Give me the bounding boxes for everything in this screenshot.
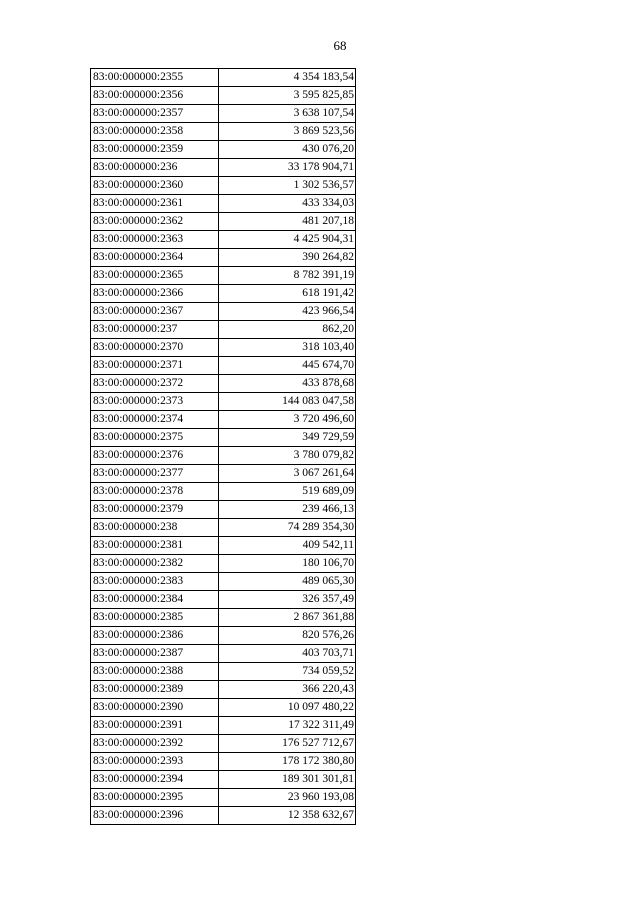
table-row [91, 87, 356, 105]
cadastral-number-cell: 83:00:000000:2387 [91, 645, 219, 663]
cadastral-value-cell: 433 878,68 [219, 375, 356, 393]
table-row [91, 663, 356, 681]
cadastral-number-cell: 83:00:000000:2358 [91, 123, 219, 141]
table-row [91, 699, 356, 717]
cadastral-number-cell: 83:00:000000:2394 [91, 771, 219, 789]
cadastral-number-cell: 83:00:000000:2371 [91, 357, 219, 375]
cadastral-value-cell: 326 357,49 [219, 591, 356, 609]
cadastral-value-cell: 519 689,09 [219, 483, 356, 501]
table-row [91, 753, 356, 771]
cadastral-number-cell: 83:00:000000:2360 [91, 177, 219, 195]
cadastral-number-cell: 83:00:000000:2390 [91, 699, 219, 717]
cadastral-value-cell: 3 067 261,64 [219, 465, 356, 483]
cadastral-number-cell: 83:00:000000:237 [91, 321, 219, 339]
page-number: 68 [333, 38, 347, 53]
table-row [91, 105, 356, 123]
cadastral-number-cell: 83:00:000000:236 [91, 159, 219, 177]
cadastral-value-cell: 366 220,43 [219, 681, 356, 699]
cadastral-number-cell: 83:00:000000:2362 [91, 213, 219, 231]
cadastral-number-cell: 83:00:000000:2389 [91, 681, 219, 699]
cadastral-value-cell: 180 106,70 [219, 555, 356, 573]
table-row [91, 519, 356, 537]
table-row [91, 735, 356, 753]
cadastral-value-cell: 318 103,40 [219, 339, 356, 357]
table-row [91, 141, 356, 159]
cadastral-value-cell: 33 178 904,71 [219, 159, 356, 177]
cadastral-value-cell: 862,20 [219, 321, 356, 339]
cadastral-value-cell: 3 780 079,82 [219, 447, 356, 465]
cadastral-number-cell: 83:00:000000:2373 [91, 393, 219, 411]
table-row [91, 537, 356, 555]
table-row [91, 717, 356, 735]
table-row [91, 411, 356, 429]
cadastral-value-cell: 1 302 536,57 [219, 177, 356, 195]
table-row [91, 681, 356, 699]
table-row [91, 303, 356, 321]
cadastral-value-cell: 10 097 480,22 [219, 699, 356, 717]
table-row [91, 447, 356, 465]
table-row [91, 249, 356, 267]
cadastral-value-cell: 489 065,30 [219, 573, 356, 591]
cadastral-value-cell: 820 576,26 [219, 627, 356, 645]
table-row [91, 231, 356, 249]
cadastral-number-cell: 83:00:000000:2359 [91, 141, 219, 159]
cadastral-number-cell: 83:00:000000:2356 [91, 87, 219, 105]
cadastral-value-cell: 445 674,70 [219, 357, 356, 375]
cadastral-number-cell: 83:00:000000:2377 [91, 465, 219, 483]
cadastral-value-cell: 430 076,20 [219, 141, 356, 159]
cadastral-value-table [90, 68, 356, 825]
cadastral-value-cell: 12 358 632,67 [219, 807, 356, 825]
cadastral-number-cell: 83:00:000000:2367 [91, 303, 219, 321]
table-row [91, 267, 356, 285]
cadastral-number-cell: 83:00:000000:2383 [91, 573, 219, 591]
cadastral-value-cell: 3 720 496,60 [219, 411, 356, 429]
table-row [91, 501, 356, 519]
cadastral-number-cell: 83:00:000000:2378 [91, 483, 219, 501]
cadastral-number-cell: 83:00:000000:2365 [91, 267, 219, 285]
cadastral-number-cell: 83:00:000000:2379 [91, 501, 219, 519]
cadastral-number-cell: 83:00:000000:2384 [91, 591, 219, 609]
table-row [91, 789, 356, 807]
cadastral-number-cell: 83:00:000000:2370 [91, 339, 219, 357]
cadastral-number-cell: 83:00:000000:2385 [91, 609, 219, 627]
cadastral-value-cell: 3 638 107,54 [219, 105, 356, 123]
table-row [91, 195, 356, 213]
cadastral-number-cell: 83:00:000000:2366 [91, 285, 219, 303]
table-row [91, 627, 356, 645]
cadastral-value-cell: 8 782 391,19 [219, 267, 356, 285]
cadastral-value-cell: 176 527 712,67 [219, 735, 356, 753]
cadastral-number-cell: 83:00:000000:238 [91, 519, 219, 537]
cadastral-number-cell: 83:00:000000:2357 [91, 105, 219, 123]
table-body [91, 69, 356, 825]
cadastral-value-cell: 17 322 311,49 [219, 717, 356, 735]
table-row [91, 159, 356, 177]
cadastral-value-cell: 74 289 354,30 [219, 519, 356, 537]
cadastral-number-cell: 83:00:000000:2395 [91, 789, 219, 807]
cadastral-value-cell: 4 354 183,54 [219, 69, 356, 87]
cadastral-value-cell: 4 425 904,31 [219, 231, 356, 249]
cadastral-value-cell: 189 301 301,81 [219, 771, 356, 789]
cadastral-value-cell: 349 729,59 [219, 429, 356, 447]
table-row [91, 321, 356, 339]
cadastral-number-cell: 83:00:000000:2372 [91, 375, 219, 393]
table-row [91, 375, 356, 393]
cadastral-value-cell: 178 172 380,80 [219, 753, 356, 771]
cadastral-number-cell: 83:00:000000:2364 [91, 249, 219, 267]
table-row [91, 123, 356, 141]
cadastral-value-cell: 618 191,42 [219, 285, 356, 303]
table-row [91, 771, 356, 789]
table-row [91, 357, 356, 375]
table-row [91, 645, 356, 663]
cadastral-value-cell: 144 083 047,58 [219, 393, 356, 411]
cadastral-value-cell: 423 966,54 [219, 303, 356, 321]
table-row [91, 429, 356, 447]
cadastral-value-cell: 239 466,13 [219, 501, 356, 519]
table-row [91, 177, 356, 195]
cadastral-number-cell: 83:00:000000:2363 [91, 231, 219, 249]
cadastral-value-cell: 2 867 361,88 [219, 609, 356, 627]
cadastral-number-cell: 83:00:000000:2391 [91, 717, 219, 735]
cadastral-number-cell: 83:00:000000:2392 [91, 735, 219, 753]
cadastral-number-cell: 83:00:000000:2361 [91, 195, 219, 213]
cadastral-value-cell: 734 059,52 [219, 663, 356, 681]
cadastral-number-cell: 83:00:000000:2355 [91, 69, 219, 87]
cadastral-number-cell: 83:00:000000:2376 [91, 447, 219, 465]
table-row [91, 573, 356, 591]
table-row [91, 555, 356, 573]
cadastral-number-cell: 83:00:000000:2374 [91, 411, 219, 429]
cadastral-value-cell: 433 334,03 [219, 195, 356, 213]
table-row [91, 465, 356, 483]
cadastral-value-cell: 3 595 825,85 [219, 87, 356, 105]
table-row [91, 69, 356, 87]
table-row [91, 285, 356, 303]
table-row [91, 483, 356, 501]
table-row [91, 393, 356, 411]
cadastral-number-cell: 83:00:000000:2388 [91, 663, 219, 681]
cadastral-value-cell: 23 960 193,08 [219, 789, 356, 807]
cadastral-number-cell: 83:00:000000:2386 [91, 627, 219, 645]
table-row [91, 213, 356, 231]
cadastral-number-cell: 83:00:000000:2375 [91, 429, 219, 447]
table-row [91, 339, 356, 357]
cadastral-value-cell: 403 703,71 [219, 645, 356, 663]
cadastral-number-cell: 83:00:000000:2393 [91, 753, 219, 771]
cadastral-number-cell: 83:00:000000:2382 [91, 555, 219, 573]
table-row [91, 591, 356, 609]
cadastral-value-cell: 481 207,18 [219, 213, 356, 231]
cadastral-value-cell: 409 542,11 [219, 537, 356, 555]
cadastral-value-cell: 390 264,82 [219, 249, 356, 267]
cadastral-number-cell: 83:00:000000:2381 [91, 537, 219, 555]
table-row [91, 807, 356, 825]
table-row [91, 609, 356, 627]
cadastral-number-cell: 83:00:000000:2396 [91, 807, 219, 825]
cadastral-value-cell: 3 869 523,56 [219, 123, 356, 141]
